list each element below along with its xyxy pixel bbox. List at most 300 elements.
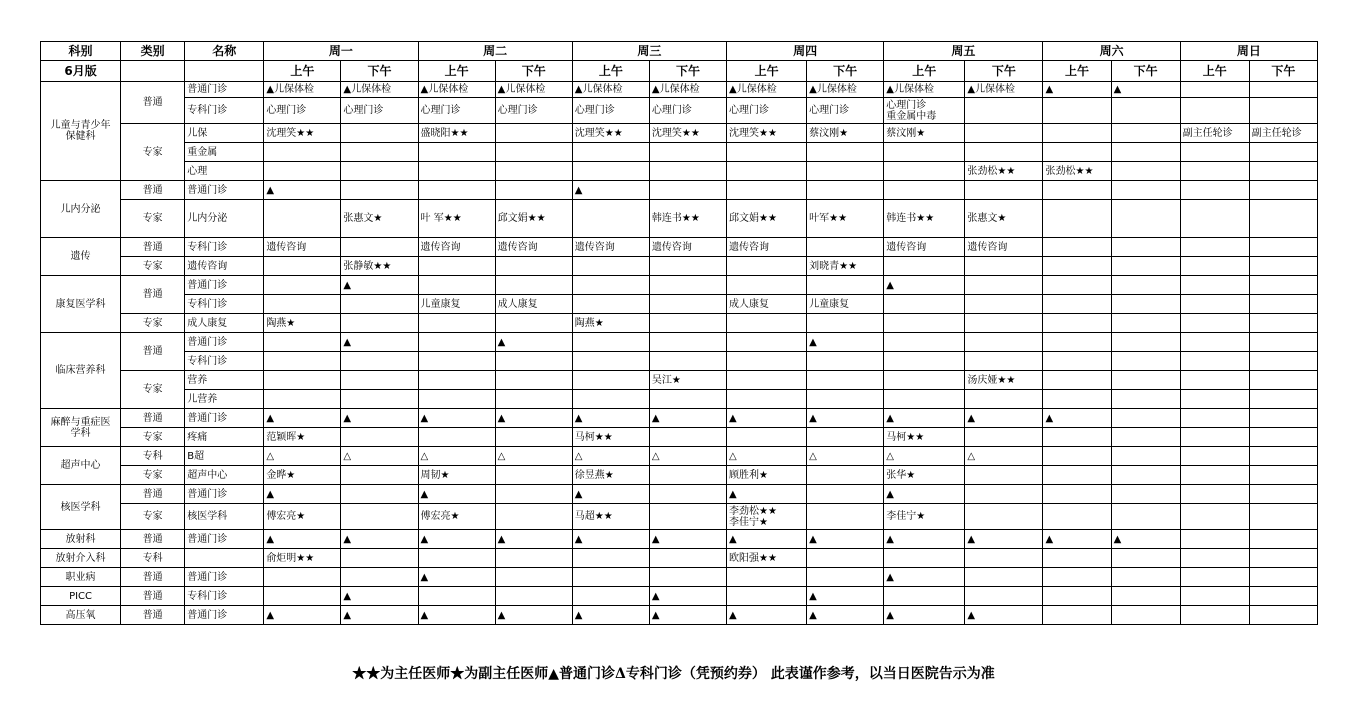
schedule-slot-cell: 遗传咨询	[649, 238, 726, 257]
schedule-slot-cell	[418, 162, 495, 181]
schedule-slot-cell	[884, 352, 965, 371]
schedule-slot-cell: 张静敏★★	[341, 257, 418, 276]
schedule-slot-cell	[1043, 352, 1111, 371]
schedule-slot-cell	[1043, 587, 1111, 606]
schedule-slot-cell	[807, 238, 884, 257]
schedule-slot-cell	[341, 549, 418, 568]
schedule-row	[41, 276, 1318, 295]
schedule-slot-cell	[649, 314, 726, 333]
schedule-slot-cell	[649, 568, 726, 587]
schedule-slot-cell	[884, 549, 965, 568]
department-cell: 高压氧	[41, 606, 121, 625]
pm-header: 下午	[649, 61, 726, 82]
schedule-slot-cell: ▲	[649, 587, 726, 606]
department-cell: 临床营养科	[41, 333, 121, 409]
schedule-slot-cell	[495, 504, 572, 530]
schedule-slot-cell: 副主任轮诊	[1180, 124, 1249, 143]
schedule-slot-cell	[418, 276, 495, 295]
schedule-slot-cell	[807, 485, 884, 504]
clinic-name-cell: 儿营养	[185, 390, 264, 409]
am-header: 上午	[1043, 61, 1111, 82]
schedule-slot-cell	[1111, 447, 1180, 466]
schedule-slot-cell	[1249, 568, 1317, 587]
schedule-slot-cell: 邱文娟★★	[727, 200, 807, 238]
schedule-slot-cell: 俞炬明★★	[264, 549, 341, 568]
schedule-slot-cell: 叶 军★★	[418, 200, 495, 238]
schedule-slot-cell: ▲	[727, 409, 807, 428]
schedule-slot-cell	[1043, 447, 1111, 466]
schedule-slot-cell: ▲	[807, 333, 884, 352]
clinic-name-cell: 心理	[185, 162, 264, 181]
schedule-slot-cell	[1043, 314, 1111, 333]
schedule-slot-cell: ▲	[1111, 82, 1180, 98]
schedule-slot-cell: ▲	[727, 606, 807, 625]
schedule-slot-cell	[727, 276, 807, 295]
schedule-slot-cell	[1249, 587, 1317, 606]
category-cell: 普通	[121, 409, 185, 428]
clinic-name-cell: 专科门诊	[185, 587, 264, 606]
schedule-slot-cell: 心理门诊	[572, 98, 649, 124]
header-row-halfdays	[41, 61, 1318, 82]
schedule-slot-cell	[495, 568, 572, 587]
schedule-slot-cell	[807, 314, 884, 333]
schedule-slot-cell: ▲儿保体检	[264, 82, 341, 98]
clinic-name-cell: 儿保	[185, 124, 264, 143]
category-cell: 普通	[121, 333, 185, 371]
schedule-slot-cell: 心理门诊	[418, 98, 495, 124]
schedule-slot-cell	[572, 390, 649, 409]
schedule-slot-cell	[495, 466, 572, 485]
schedule-row	[41, 257, 1318, 276]
schedule-slot-cell	[965, 314, 1043, 333]
schedule-slot-cell	[341, 485, 418, 504]
schedule-slot-cell	[1111, 314, 1180, 333]
schedule-slot-cell	[495, 485, 572, 504]
schedule-slot-cell	[884, 143, 965, 162]
schedule-slot-cell	[1111, 333, 1180, 352]
schedule-slot-cell	[341, 390, 418, 409]
schedule-slot-cell	[1249, 409, 1317, 428]
schedule-slot-cell: ▲	[264, 409, 341, 428]
schedule-slot-cell: 马柯★★	[884, 428, 965, 447]
schedule-slot-cell	[1180, 466, 1249, 485]
clinic-name-cell: 疼痛	[185, 428, 264, 447]
schedule-slot-cell	[572, 333, 649, 352]
header-row-days	[41, 42, 1318, 61]
clinic-name-cell: 普通门诊	[185, 333, 264, 352]
schedule-slot-cell	[418, 428, 495, 447]
schedule-row	[41, 549, 1318, 568]
schedule-slot-cell: ▲	[807, 409, 884, 428]
schedule-slot-cell: ▲	[649, 606, 726, 625]
schedule-slot-cell: 陶燕★	[264, 314, 341, 333]
department-cell: 超声中心	[41, 447, 121, 485]
schedule-slot-cell	[1111, 549, 1180, 568]
clinic-name-cell: 专科门诊	[185, 98, 264, 124]
schedule-slot-cell	[1111, 162, 1180, 181]
schedule-slot-cell: ▲	[1043, 530, 1111, 549]
schedule-slot-cell	[727, 314, 807, 333]
schedule-row	[41, 409, 1318, 428]
schedule-slot-cell	[649, 162, 726, 181]
schedule-slot-cell	[572, 587, 649, 606]
schedule-slot-cell	[1043, 485, 1111, 504]
schedule-slot-cell: ▲	[572, 181, 649, 200]
schedule-slot-cell: ▲	[884, 409, 965, 428]
schedule-row	[41, 371, 1318, 390]
schedule-slot-cell: 马柯★★	[572, 428, 649, 447]
schedule-slot-cell	[1043, 371, 1111, 390]
schedule-slot-cell	[264, 257, 341, 276]
schedule-slot-cell	[1111, 257, 1180, 276]
schedule-slot-cell	[649, 295, 726, 314]
schedule-slot-cell	[1249, 98, 1317, 124]
schedule-slot-cell	[884, 390, 965, 409]
schedule-slot-cell: △	[727, 447, 807, 466]
clinic-name-cell: 遗传咨询	[185, 257, 264, 276]
schedule-slot-cell	[264, 143, 341, 162]
schedule-slot-cell	[418, 181, 495, 200]
schedule-slot-cell	[1043, 276, 1111, 295]
schedule-slot-cell	[1180, 409, 1249, 428]
header-blank	[121, 61, 185, 82]
category-cell: 普通	[121, 587, 185, 606]
schedule-slot-cell	[884, 371, 965, 390]
schedule-slot-cell	[495, 371, 572, 390]
schedule-row	[41, 428, 1318, 447]
clinic-name-cell: 重金属	[185, 143, 264, 162]
schedule-slot-cell: ▲	[341, 276, 418, 295]
department-cell: 康复医学科	[41, 276, 121, 333]
clinic-schedule-table	[40, 41, 1318, 625]
schedule-slot-cell	[1180, 568, 1249, 587]
am-header: 上午	[884, 61, 965, 82]
schedule-slot-cell	[341, 568, 418, 587]
schedule-slot-cell	[1111, 352, 1180, 371]
schedule-slot-cell: ▲儿保体检	[572, 82, 649, 98]
schedule-slot-cell: 张惠文★	[965, 200, 1043, 238]
schedule-slot-cell	[1180, 98, 1249, 124]
schedule-slot-cell	[1180, 257, 1249, 276]
schedule-slot-cell: ▲	[884, 276, 965, 295]
schedule-slot-cell	[264, 295, 341, 314]
schedule-row	[41, 162, 1318, 181]
schedule-slot-cell: 张惠文★	[341, 200, 418, 238]
schedule-slot-cell	[1111, 371, 1180, 390]
schedule-slot-cell: 遗传咨询	[495, 238, 572, 257]
schedule-slot-cell	[264, 371, 341, 390]
schedule-slot-cell: ▲	[264, 181, 341, 200]
schedule-slot-cell: ▲	[341, 530, 418, 549]
schedule-slot-cell: ▲	[264, 485, 341, 504]
schedule-slot-cell	[264, 276, 341, 295]
schedule-slot-cell	[1111, 587, 1180, 606]
schedule-slot-cell: ▲	[418, 530, 495, 549]
schedule-slot-cell: 马超★★	[572, 504, 649, 530]
day-header-tue: 周二	[418, 42, 572, 61]
schedule-slot-cell	[1180, 587, 1249, 606]
schedule-slot-cell	[965, 587, 1043, 606]
schedule-row	[41, 314, 1318, 333]
schedule-slot-cell: ▲	[572, 485, 649, 504]
schedule-slot-cell	[1043, 238, 1111, 257]
schedule-slot-cell	[1043, 504, 1111, 530]
schedule-slot-cell	[1180, 428, 1249, 447]
schedule-slot-cell: ▲儿保体检	[418, 82, 495, 98]
schedule-slot-cell: 张华★	[884, 466, 965, 485]
schedule-slot-cell	[807, 466, 884, 485]
category-cell: 专家	[121, 466, 185, 485]
schedule-slot-cell: ▲儿保体检	[884, 82, 965, 98]
day-header-wed: 周三	[572, 42, 726, 61]
category-cell: 专家	[121, 124, 185, 181]
schedule-slot-cell: △	[495, 447, 572, 466]
category-cell: 专家	[121, 371, 185, 409]
schedule-slot-cell	[649, 352, 726, 371]
schedule-row	[41, 295, 1318, 314]
schedule-slot-cell	[1111, 504, 1180, 530]
schedule-slot-cell	[1249, 549, 1317, 568]
schedule-slot-cell	[1180, 162, 1249, 181]
schedule-slot-cell	[727, 428, 807, 447]
schedule-row	[41, 143, 1318, 162]
schedule-slot-cell	[727, 257, 807, 276]
clinic-name-cell: 专科门诊	[185, 238, 264, 257]
department-cell: 核医学科	[41, 485, 121, 530]
schedule-slot-cell: 韩连书★★	[884, 200, 965, 238]
schedule-slot-cell	[1249, 466, 1317, 485]
legend-note: ★★为主任医师★为副主任医师▲普通门诊Δ专科门诊（凭预约券） 此表谨作参考，以当日医院告示为准	[352, 666, 995, 682]
schedule-slot-cell: 李佳宁★	[884, 504, 965, 530]
schedule-slot-cell	[495, 428, 572, 447]
schedule-slot-cell	[649, 466, 726, 485]
department-cell: 放射科	[41, 530, 121, 549]
category-cell: 普通	[121, 568, 185, 587]
schedule-slot-cell	[1180, 295, 1249, 314]
schedule-row	[41, 530, 1318, 549]
pm-header: 下午	[1111, 61, 1180, 82]
schedule-slot-cell	[341, 371, 418, 390]
schedule-slot-cell: ▲	[495, 409, 572, 428]
schedule-slot-cell	[1249, 276, 1317, 295]
schedule-slot-cell	[1043, 257, 1111, 276]
schedule-slot-cell	[1249, 504, 1317, 530]
schedule-slot-cell: 张劲松★★	[965, 162, 1043, 181]
department-cell: 遗传	[41, 238, 121, 276]
name-header: 名称	[185, 42, 264, 61]
schedule-slot-cell: △	[884, 447, 965, 466]
schedule-slot-cell	[264, 568, 341, 587]
schedule-slot-cell	[418, 587, 495, 606]
schedule-slot-cell: ▲	[572, 606, 649, 625]
schedule-slot-cell	[1180, 143, 1249, 162]
schedule-slot-cell	[495, 124, 572, 143]
schedule-slot-cell	[965, 485, 1043, 504]
schedule-slot-cell	[965, 181, 1043, 200]
schedule-slot-cell	[807, 390, 884, 409]
schedule-slot-cell	[1111, 466, 1180, 485]
schedule-slot-cell	[1043, 466, 1111, 485]
schedule-slot-cell	[1249, 390, 1317, 409]
clinic-name-cell: 超声中心	[185, 466, 264, 485]
schedule-slot-cell: 遗传咨询	[572, 238, 649, 257]
schedule-slot-cell	[264, 352, 341, 371]
schedule-slot-cell: ▲	[1111, 530, 1180, 549]
day-header-sun: 周日	[1180, 42, 1317, 61]
schedule-slot-cell	[1043, 568, 1111, 587]
category-cell: 专家	[121, 257, 185, 276]
schedule-slot-cell	[807, 568, 884, 587]
schedule-slot-cell: ▲	[341, 606, 418, 625]
clinic-name-cell: 普通门诊	[185, 485, 264, 504]
schedule-slot-cell	[1180, 333, 1249, 352]
schedule-slot-cell	[1180, 238, 1249, 257]
schedule-slot-cell	[1180, 352, 1249, 371]
schedule-slot-cell	[965, 124, 1043, 143]
schedule-row	[41, 606, 1318, 625]
schedule-slot-cell	[495, 390, 572, 409]
schedule-slot-cell	[1249, 82, 1317, 98]
clinic-name-cell: 专科门诊	[185, 295, 264, 314]
schedule-slot-cell	[341, 466, 418, 485]
clinic-name-cell: 成人康复	[185, 314, 264, 333]
schedule-slot-cell: ▲	[418, 409, 495, 428]
schedule-slot-cell: ▲	[264, 530, 341, 549]
schedule-slot-cell	[965, 352, 1043, 371]
schedule-row	[41, 82, 1318, 98]
schedule-slot-cell	[572, 143, 649, 162]
schedule-slot-cell	[572, 276, 649, 295]
schedule-slot-cell	[649, 549, 726, 568]
schedule-slot-cell	[1043, 98, 1111, 124]
schedule-slot-cell: ▲	[495, 606, 572, 625]
schedule-slot-cell	[1111, 276, 1180, 295]
schedule-slot-cell	[1111, 143, 1180, 162]
schedule-slot-cell	[341, 314, 418, 333]
schedule-slot-cell	[572, 295, 649, 314]
schedule-slot-cell	[649, 504, 726, 530]
schedule-slot-cell: 心理门诊	[727, 98, 807, 124]
schedule-slot-cell	[418, 314, 495, 333]
day-header-sat: 周六	[1043, 42, 1180, 61]
schedule-slot-cell	[1043, 143, 1111, 162]
category-cell: 普通	[121, 238, 185, 257]
schedule-slot-cell	[807, 428, 884, 447]
schedule-slot-cell	[495, 314, 572, 333]
pm-header: 下午	[495, 61, 572, 82]
clinic-name-cell: 儿内分泌	[185, 200, 264, 238]
schedule-slot-cell	[495, 549, 572, 568]
schedule-slot-cell	[1111, 181, 1180, 200]
schedule-slot-cell	[807, 549, 884, 568]
schedule-slot-cell	[341, 504, 418, 530]
schedule-slot-cell	[807, 181, 884, 200]
schedule-row	[41, 98, 1318, 124]
schedule-slot-cell: 心理门诊	[341, 98, 418, 124]
schedule-slot-cell	[1180, 606, 1249, 625]
schedule-slot-cell	[884, 333, 965, 352]
schedule-slot-cell: 蔡汶刚★	[807, 124, 884, 143]
schedule-slot-cell	[727, 390, 807, 409]
schedule-slot-cell	[1249, 238, 1317, 257]
schedule-slot-cell: 蔡汶刚★	[884, 124, 965, 143]
schedule-slot-cell	[341, 352, 418, 371]
schedule-row	[41, 124, 1318, 143]
schedule-slot-cell	[1111, 485, 1180, 504]
schedule-slot-cell: ▲儿保体检	[727, 82, 807, 98]
schedule-slot-cell	[727, 333, 807, 352]
category-cell: 专家	[121, 200, 185, 238]
schedule-slot-cell: 儿童康复	[418, 295, 495, 314]
clinic-name-cell: 普通门诊	[185, 409, 264, 428]
schedule-slot-cell: 沈理笑★★	[727, 124, 807, 143]
schedule-slot-cell: ▲儿保体检	[495, 82, 572, 98]
schedule-slot-cell	[418, 352, 495, 371]
header-blank	[185, 61, 264, 82]
schedule-slot-cell	[341, 238, 418, 257]
schedule-slot-cell: 沈理笑★★	[264, 124, 341, 143]
schedule-row	[41, 200, 1318, 238]
schedule-slot-cell	[495, 181, 572, 200]
schedule-slot-cell: ▲	[495, 530, 572, 549]
schedule-slot-cell	[965, 276, 1043, 295]
schedule-slot-cell: ▲	[341, 333, 418, 352]
schedule-slot-cell: △	[341, 447, 418, 466]
schedule-slot-cell	[807, 504, 884, 530]
schedule-slot-cell	[727, 568, 807, 587]
schedule-slot-cell: △	[572, 447, 649, 466]
schedule-slot-cell	[341, 143, 418, 162]
schedule-slot-cell	[807, 162, 884, 181]
schedule-slot-cell	[649, 276, 726, 295]
schedule-slot-cell	[572, 257, 649, 276]
schedule-slot-cell: 刘晓青★★	[807, 257, 884, 276]
schedule-slot-cell: ▲	[418, 606, 495, 625]
schedule-slot-cell	[1111, 428, 1180, 447]
schedule-slot-cell: 心理门诊	[264, 98, 341, 124]
am-header: 上午	[727, 61, 807, 82]
schedule-slot-cell	[727, 181, 807, 200]
schedule-row	[41, 333, 1318, 352]
schedule-slot-cell: 顾胜利★	[727, 466, 807, 485]
schedule-slot-cell: ▲儿保体检	[649, 82, 726, 98]
schedule-slot-cell: △	[807, 447, 884, 466]
schedule-slot-cell	[1249, 200, 1317, 238]
schedule-slot-cell	[1111, 606, 1180, 625]
clinic-name-cell: 普通门诊	[185, 530, 264, 549]
schedule-slot-cell	[1043, 333, 1111, 352]
schedule-slot-cell: ▲	[418, 485, 495, 504]
clinic-name-cell: 普通门诊	[185, 568, 264, 587]
department-cell: 放射介入科	[41, 549, 121, 568]
schedule-slot-cell: ▲	[884, 530, 965, 549]
pm-header: 下午	[1249, 61, 1317, 82]
schedule-slot-cell	[965, 257, 1043, 276]
schedule-slot-cell: 叶军★★	[807, 200, 884, 238]
schedule-slot-cell: 遗传咨询	[884, 238, 965, 257]
schedule-slot-cell	[965, 143, 1043, 162]
clinic-name-cell: 营养	[185, 371, 264, 390]
schedule-slot-cell	[1249, 181, 1317, 200]
schedule-slot-cell: ▲	[965, 530, 1043, 549]
schedule-slot-cell	[965, 390, 1043, 409]
schedule-slot-cell: ▲儿保体检	[965, 82, 1043, 98]
schedule-slot-cell	[264, 333, 341, 352]
schedule-slot-cell: 吴江★	[649, 371, 726, 390]
schedule-slot-cell: △	[418, 447, 495, 466]
schedule-slot-cell: ▲	[807, 530, 884, 549]
clinic-name-cell: 普通门诊	[185, 82, 264, 98]
